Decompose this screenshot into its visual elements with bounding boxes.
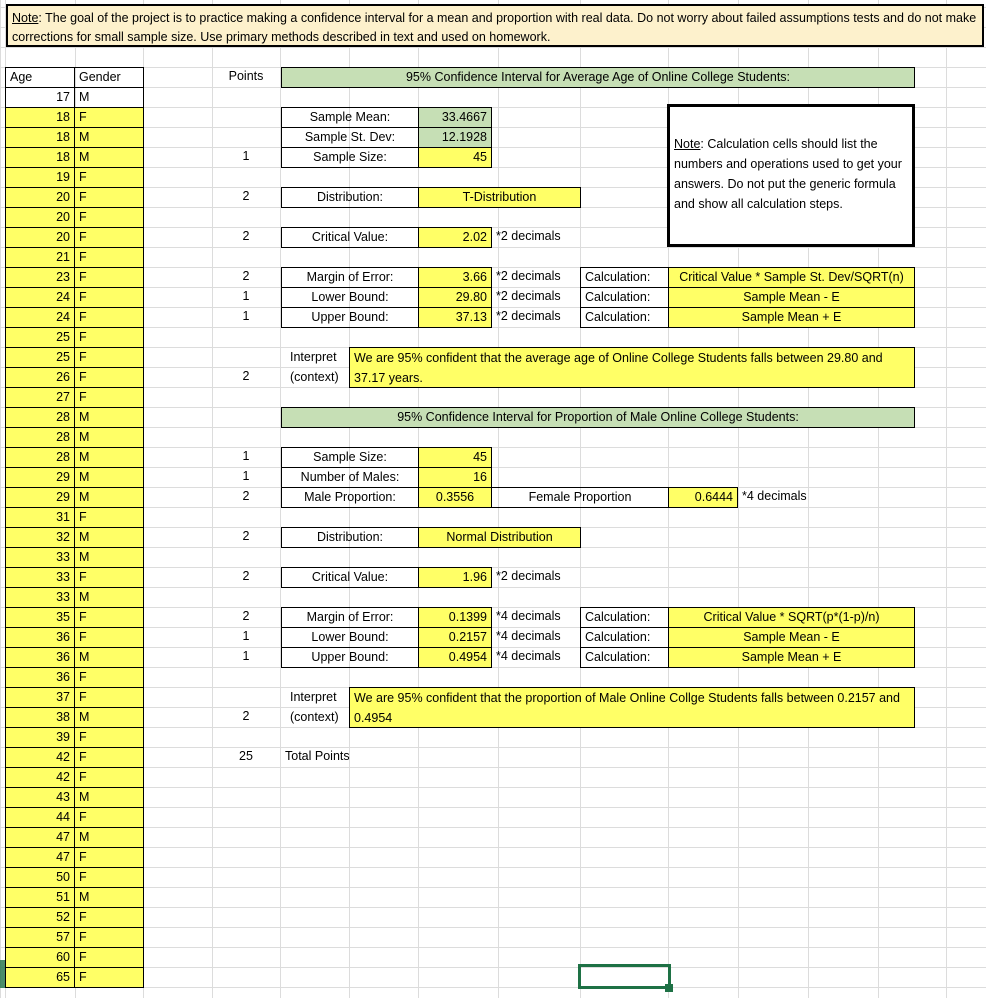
points-p-lower: 1: [242, 629, 250, 643]
female-prop-label[interactable]: Female Proportion: [491, 487, 669, 508]
age-cell[interactable]: 57: [5, 927, 75, 948]
gender-header[interactable]: Gender: [74, 67, 144, 88]
sample-size-value[interactable]: 45: [418, 147, 492, 168]
critical-label[interactable]: Critical Value:: [281, 227, 419, 248]
mean-ci-title[interactable]: 95% Confidence Interval for Average Age of Online College Students:: [281, 67, 915, 88]
gender-cell[interactable]: F: [74, 807, 144, 828]
age-cell[interactable]: 18: [5, 147, 75, 168]
points-p-margin: 2: [242, 609, 250, 623]
gender-cell[interactable]: M: [74, 427, 144, 448]
critical-note: *2 decimals: [496, 229, 561, 243]
points-p-interpret: 2: [242, 709, 250, 723]
males-value[interactable]: 16: [418, 467, 492, 488]
margin-label[interactable]: Margin of Error:: [281, 267, 419, 288]
lower-label[interactable]: Lower Bound:: [281, 287, 419, 308]
gender-cell[interactable]: F: [74, 327, 144, 348]
age-cell[interactable]: 26: [5, 367, 75, 388]
points-males: 1: [242, 469, 250, 483]
age-cell[interactable]: 33: [5, 587, 75, 608]
gender-cell[interactable]: F: [74, 247, 144, 268]
gender-cell[interactable]: F: [74, 907, 144, 928]
p-margin-calc-label[interactable]: Calculation:: [580, 607, 669, 628]
gender-cell[interactable]: F: [74, 727, 144, 748]
gender-cell[interactable]: M: [74, 127, 144, 148]
interpret-label-1: Interpret: [290, 350, 337, 364]
gender-cell[interactable]: F: [74, 287, 144, 308]
gender-cell[interactable]: M: [74, 407, 144, 428]
gender-cell[interactable]: M: [74, 487, 144, 508]
age-cell[interactable]: 28: [5, 447, 75, 468]
gender-cell[interactable]: F: [74, 107, 144, 128]
gender-cell[interactable]: F: [74, 847, 144, 868]
age-cell[interactable]: 42: [5, 767, 75, 788]
lower-calc[interactable]: Sample Mean - E: [668, 287, 915, 308]
gender-cell[interactable]: M: [74, 467, 144, 488]
margin-calc[interactable]: Critical Value * Sample St. Dev/SQRT(n): [668, 267, 915, 288]
gender-cell[interactable]: F: [74, 187, 144, 208]
p-margin-value[interactable]: 0.1399: [418, 607, 492, 628]
gender-cell[interactable]: M: [74, 827, 144, 848]
age-cell[interactable]: 43: [5, 787, 75, 808]
female-prop-value[interactable]: 0.6444: [668, 487, 738, 508]
age-cell[interactable]: 31: [5, 507, 75, 528]
active-cell-selection[interactable]: [578, 964, 671, 989]
calc-note-text: : Calculation cells should list the numbers and operations used to get your answers. Do not put the generic formula and show all calculation steps.: [674, 137, 902, 211]
interpret-label-2: (context): [290, 370, 339, 384]
age-cell[interactable]: 28: [5, 407, 75, 428]
gender-cell[interactable]: F: [74, 367, 144, 388]
margin-calc-label[interactable]: Calculation:: [580, 267, 669, 288]
prop-interpret-label[interactable]: [286, 687, 349, 728]
p-lower-note: *4 decimals: [496, 629, 561, 643]
mean-interpret-label[interactable]: [286, 347, 349, 388]
sample-sd-label[interactable]: Sample St. Dev:: [281, 127, 419, 148]
p-upper-note: *4 decimals: [496, 649, 561, 663]
upper-value[interactable]: 37.13: [418, 307, 492, 328]
age-cell[interactable]: 60: [5, 947, 75, 968]
mean-interpretation[interactable]: We are 95% confident that the average age of Online College Students falls between 29.80 and 37.17 years.: [349, 347, 915, 388]
age-cell[interactable]: 65: [5, 967, 75, 988]
gender-cell[interactable]: M: [74, 147, 144, 168]
gender-cell[interactable]: F: [74, 607, 144, 628]
age-cell[interactable]: 47: [5, 847, 75, 868]
upper-note: *2 decimals: [496, 309, 561, 323]
age-cell[interactable]: 36: [5, 627, 75, 648]
age-cell[interactable]: 23: [5, 267, 75, 288]
p-critical-label[interactable]: Critical Value:: [281, 567, 419, 588]
prop-interpretation[interactable]: We are 95% confident that the proportion of Male Online Collge Students falls between 0.2157 and 0.4954: [349, 687, 915, 728]
age-cell[interactable]: 18: [5, 107, 75, 128]
upper-calc-label[interactable]: Calculation:: [580, 307, 669, 328]
age-cell[interactable]: 36: [5, 647, 75, 668]
gender-cell[interactable]: F: [74, 347, 144, 368]
age-cell[interactable]: 17: [5, 87, 75, 108]
age-cell[interactable]: 50: [5, 867, 75, 888]
calc-note-label: Note: [674, 137, 701, 151]
note-label: Note: [12, 11, 39, 25]
row-edge-highlight: [0, 960, 5, 988]
p-distribution-label[interactable]: Distribution:: [281, 527, 419, 548]
p-distribution-value[interactable]: Normal Distribution: [418, 527, 581, 548]
gender-cell[interactable]: F: [74, 387, 144, 408]
age-cell[interactable]: 29: [5, 487, 75, 508]
sample-mean-value[interactable]: 33.4667: [418, 107, 492, 128]
sample-mean-label[interactable]: Sample Mean:: [281, 107, 419, 128]
p-upper-value[interactable]: 0.4954: [418, 647, 492, 668]
age-cell[interactable]: 36: [5, 667, 75, 688]
points-p-distribution: 2: [242, 529, 250, 543]
points-p-critical: 2: [242, 569, 250, 583]
age-header[interactable]: Age: [5, 67, 75, 88]
age-cell[interactable]: 20: [5, 207, 75, 228]
female-prop-note: *4 decimals: [742, 489, 807, 503]
gender-cell[interactable]: M: [74, 887, 144, 908]
age-cell[interactable]: 47: [5, 827, 75, 848]
gender-cell[interactable]: F: [74, 567, 144, 588]
male-prop-value[interactable]: 0.3556: [418, 487, 492, 508]
gender-cell[interactable]: F: [74, 267, 144, 288]
p-lower-label[interactable]: Lower Bound:: [281, 627, 419, 648]
prop-ci-title[interactable]: 95% Confidence Interval for Proportion of Male Online College Students:: [281, 407, 915, 428]
gender-cell[interactable]: F: [74, 927, 144, 948]
age-cell[interactable]: 52: [5, 907, 75, 928]
gender-cell[interactable]: F: [74, 967, 144, 988]
fill-handle[interactable]: [665, 984, 673, 992]
p-lower-calc[interactable]: Sample Mean - E: [668, 627, 915, 648]
upper-calc[interactable]: Sample Mean + E: [668, 307, 915, 328]
age-cell[interactable]: 38: [5, 707, 75, 728]
age-cell[interactable]: 44: [5, 807, 75, 828]
gender-cell[interactable]: M: [74, 447, 144, 468]
sample-size-label[interactable]: Sample Size:: [281, 147, 419, 168]
gender-cell[interactable]: F: [74, 867, 144, 888]
gender-cell[interactable]: F: [74, 687, 144, 708]
age-cell[interactable]: 19: [5, 167, 75, 188]
points-interpret: 2: [242, 369, 250, 383]
p-sample-size-value[interactable]: 45: [418, 447, 492, 468]
points-upper: 1: [242, 309, 250, 323]
p-interpret-label-2: (context): [290, 710, 339, 724]
age-cell[interactable]: 33: [5, 547, 75, 568]
calculation-note: [667, 104, 915, 247]
sample-sd-value[interactable]: 12.1928: [418, 127, 492, 148]
p-margin-note: *4 decimals: [496, 609, 561, 623]
instructions-note: [6, 4, 984, 47]
gender-cell[interactable]: M: [74, 647, 144, 668]
age-cell[interactable]: 35: [5, 607, 75, 628]
age-cell[interactable]: 39: [5, 727, 75, 748]
total-points-label: Total Points: [285, 749, 350, 763]
gender-cell[interactable]: M: [74, 87, 144, 108]
age-cell[interactable]: 20: [5, 227, 75, 248]
p-margin-label[interactable]: Margin of Error:: [281, 607, 419, 628]
gender-cell[interactable]: M: [74, 787, 144, 808]
points-critical: 2: [242, 229, 250, 243]
age-cell[interactable]: 32: [5, 527, 75, 548]
age-cell[interactable]: 20: [5, 187, 75, 208]
age-cell[interactable]: 24: [5, 307, 75, 328]
lower-note: *2 decimals: [496, 289, 561, 303]
p-critical-value[interactable]: 1.96: [418, 567, 492, 588]
margin-value[interactable]: 3.66: [418, 267, 492, 288]
points-prop: 2: [242, 489, 250, 503]
lower-calc-label[interactable]: Calculation:: [580, 287, 669, 308]
gender-cell[interactable]: F: [74, 307, 144, 328]
age-cell[interactable]: 29: [5, 467, 75, 488]
age-cell[interactable]: 28: [5, 427, 75, 448]
upper-label[interactable]: Upper Bound:: [281, 307, 419, 328]
gender-cell[interactable]: F: [74, 507, 144, 528]
gender-cell[interactable]: M: [74, 547, 144, 568]
age-cell[interactable]: 21: [5, 247, 75, 268]
gender-cell[interactable]: F: [74, 167, 144, 188]
p-interpret-label-1: Interpret: [290, 690, 337, 704]
points-lower: 1: [242, 289, 250, 303]
gender-cell[interactable]: F: [74, 207, 144, 228]
gender-cell[interactable]: M: [74, 527, 144, 548]
gender-cell[interactable]: M: [74, 587, 144, 608]
male-prop-label[interactable]: Male Proportion:: [281, 487, 419, 508]
p-upper-label[interactable]: Upper Bound:: [281, 647, 419, 668]
gender-cell[interactable]: F: [74, 947, 144, 968]
age-cell[interactable]: 18: [5, 127, 75, 148]
age-cell[interactable]: 25: [5, 327, 75, 348]
p-critical-note: *2 decimals: [496, 569, 561, 583]
age-cell[interactable]: 33: [5, 567, 75, 588]
age-cell[interactable]: 51: [5, 887, 75, 908]
gender-cell[interactable]: F: [74, 627, 144, 648]
p-margin-calc[interactable]: Critical Value * SQRT(p*(1-p)/n): [668, 607, 915, 628]
p-lower-calc-label[interactable]: Calculation:: [580, 627, 669, 648]
gender-cell[interactable]: M: [74, 707, 144, 728]
age-cell[interactable]: 24: [5, 287, 75, 308]
points-distribution: 2: [242, 189, 250, 203]
age-cell[interactable]: 27: [5, 387, 75, 408]
p-sample-size-label[interactable]: Sample Size:: [281, 447, 419, 468]
gender-cell[interactable]: F: [74, 227, 144, 248]
lower-value[interactable]: 29.80: [418, 287, 492, 308]
points-margin: 2: [242, 269, 250, 283]
gender-cell[interactable]: F: [74, 667, 144, 688]
age-cell[interactable]: 37: [5, 687, 75, 708]
points-p-upper: 1: [242, 649, 250, 663]
critical-value[interactable]: 2.02: [418, 227, 492, 248]
gender-cell[interactable]: F: [74, 767, 144, 788]
age-cell[interactable]: 25: [5, 347, 75, 368]
distribution-label[interactable]: Distribution:: [281, 187, 419, 208]
distribution-value[interactable]: T-Distribution: [418, 187, 581, 208]
points-header: Points: [228, 69, 264, 83]
note-text: : The goal of the project is to practice making a confidence interval for a mean and proportion with real data. Do not worry about failed assumptions tests and do not make corrections for small sample size. Use primary methods described in text and used on homework.: [12, 11, 977, 44]
p-lower-value[interactable]: 0.2157: [418, 627, 492, 648]
p-upper-calc[interactable]: Sample Mean + E: [668, 647, 915, 668]
points-total: 25: [239, 749, 253, 763]
points-p-sample-size: 1: [242, 449, 250, 463]
points-sample-size: 1: [242, 149, 250, 163]
p-upper-calc-label[interactable]: Calculation:: [580, 647, 669, 668]
age-cell[interactable]: 42: [5, 747, 75, 768]
males-label[interactable]: Number of Males:: [281, 467, 419, 488]
gender-cell[interactable]: F: [74, 747, 144, 768]
margin-note: *2 decimals: [496, 269, 561, 283]
